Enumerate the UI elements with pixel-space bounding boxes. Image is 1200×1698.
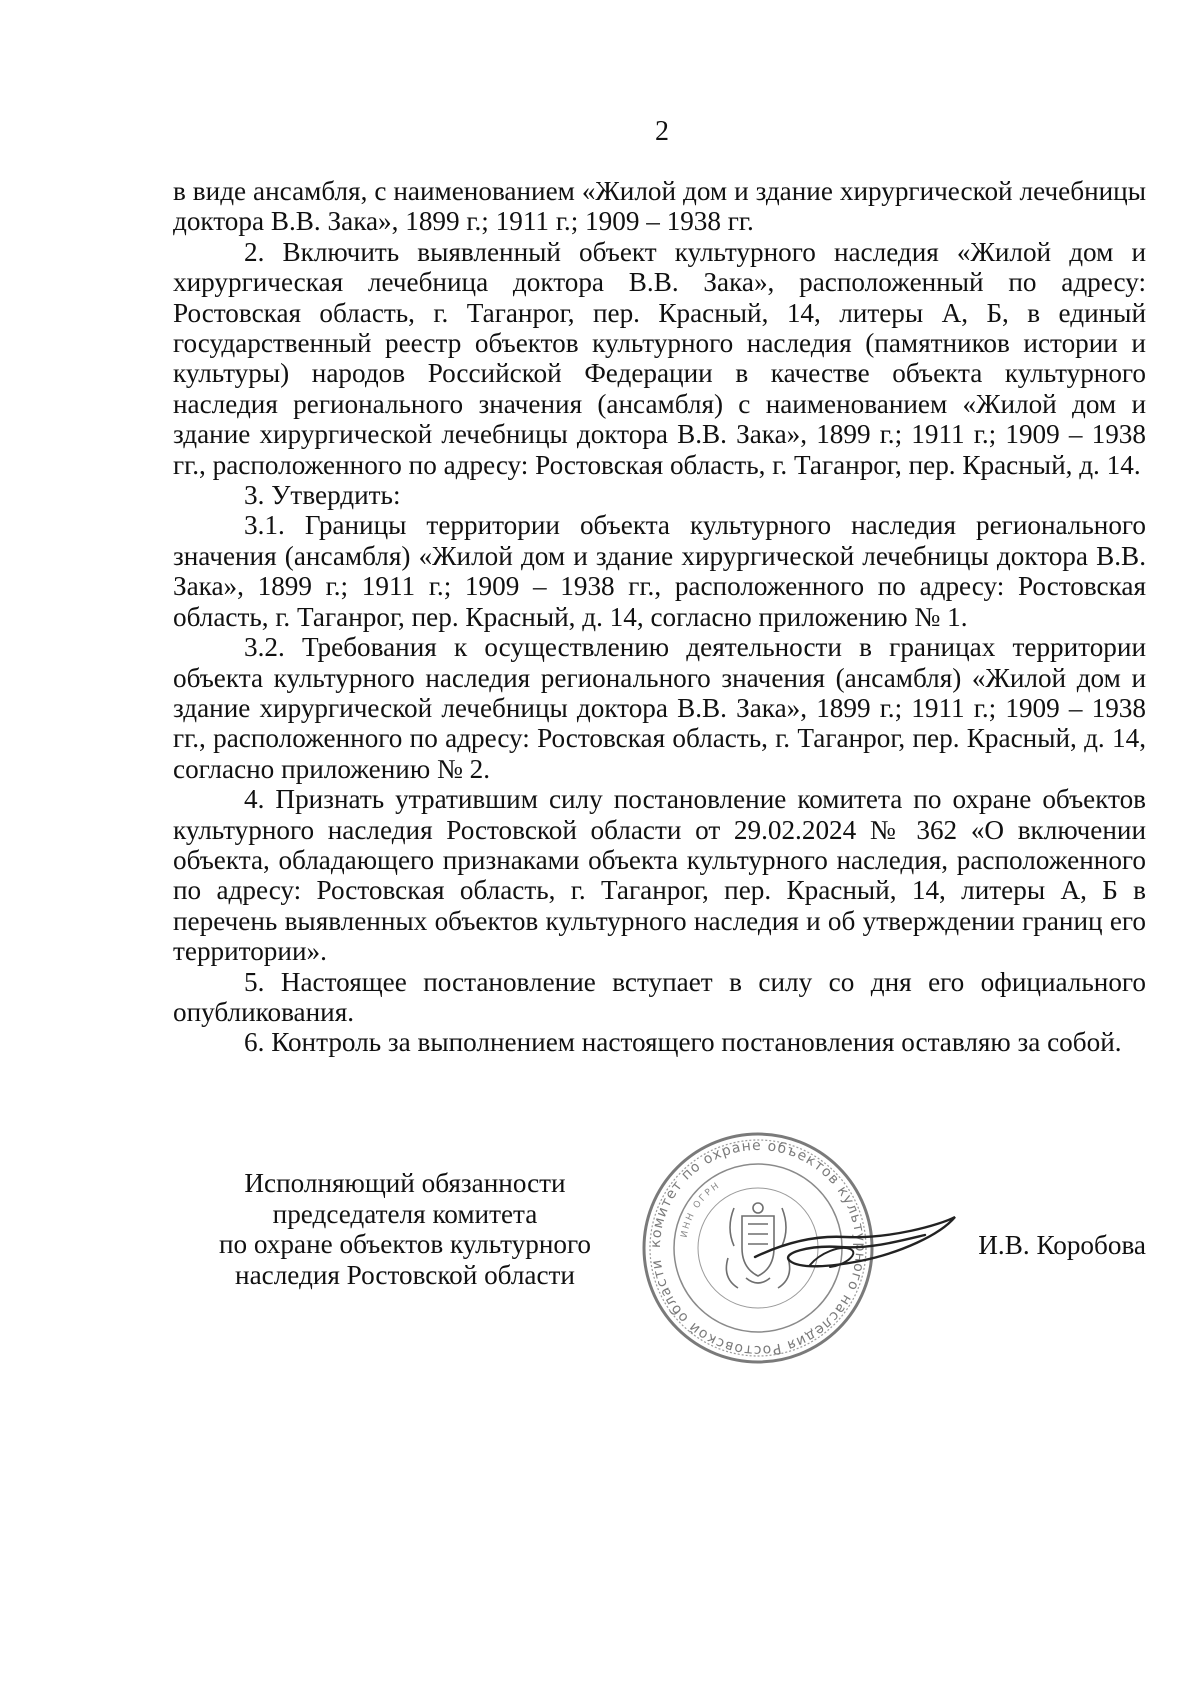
paragraph-3-approve: 3. Утвердить: bbox=[244, 480, 401, 511]
signatory-position-line: председателя комитета bbox=[272, 1198, 538, 1229]
page-number: 2 bbox=[655, 116, 669, 147]
signatory-position bbox=[195, 1168, 615, 1290]
paragraph-3-1-territory-borders: 3.1. Границы территории объекта культурного наследия регионального значения (ансамбля) «Жилой дом и здание хирургической лечебницы доктора В.В. Зака», 1899 г.; 1911 г.; 1909 – 1938 гг., расположенного по адресу: Ростовская область, г. Таганрог, пер. Красный, д. 14, согласно приложению № 1. bbox=[173, 510, 1146, 632]
paragraph-5-entry-into-force: 5. Настоящее постановление вступает в силу со дня его официального опубликования. bbox=[173, 966, 1146, 1027]
seal-inner-text: ИНН ОГРН bbox=[679, 1180, 723, 1239]
signatory-position-line: по охране объектов культурного bbox=[218, 1229, 592, 1260]
document-body bbox=[173, 176, 1146, 1058]
paragraph-6-control: 6. Контроль за выполнением настоящего постановления оставляю за собой. bbox=[244, 1027, 1122, 1058]
paragraph-3-2-activity-requirements: 3.2. Требования к осуществлению деятельности в границах территории объекта культурного наследия регионального значения (ансамбля) «Жилой дом и здание хирургической лечебницы доктора В.В. Зака», 1899 г.; 1911 г.; 1909 – 1938 гг., расположенного по адресу: Ростовская область, г. Таганрог, пер. Красный, д. 14, согласно приложению № 2. bbox=[173, 632, 1146, 784]
signature-block bbox=[0, 1168, 1200, 1368]
signatory-position-line: наследия Ростовской области bbox=[235, 1259, 575, 1290]
seal-outer-text: комитет по охране объектов культурного наследия Ростовской области bbox=[647, 1137, 869, 1359]
paragraph-2-include-in-register: 2. Включить выявленный объект культурного наследия «Жилой дом и хирургическая лечебница доктора В.В. Зака», расположенный по адресу: Ростовская область, г. Таганрог, пер. Красный, 14, литеры А, Б, в единый государственный реестр объектов культурного наследия (памятников истории и культуры) народов Российской Федерации в качестве объекта культурного наследия регионального значения (ансамбля) с наименованием «Жилой дом и здание хирургической лечебницы доктора В.В. Зака», 1899 г.; 1911 г.; 1909 – 1938 гг., расположенного по адресу: Ростовская область, г. Таганрог, пер. Красный, д. 14. bbox=[173, 236, 1146, 480]
paragraph-4-repeal: 4. Признать утратившим силу постановление комитета по охране объектов культурного наследия Ростовской области от 29.02.2024 № 362 «О включении объекта, обладающего признаками объекта культурного наследия, расположенного по адресу: Ростовская область, г. Таганрог, пер. Красный, 14, литеры А, Б в перечень выявленных объектов культурного наследия и об утверждении границ его территории». bbox=[173, 784, 1146, 967]
signatory-position-line: Исполняющий обязанности bbox=[244, 1168, 566, 1198]
signatory-name: И.В. Коробова bbox=[978, 1230, 1146, 1260]
paragraph-1-continuation: в виде ансамбля, с наименованием «Жилой дом и здание хирургической лечебницы доктора В.В. Зака», 1899 г.; 1911 г.; 1909 – 1938 гг. bbox=[173, 176, 1146, 237]
